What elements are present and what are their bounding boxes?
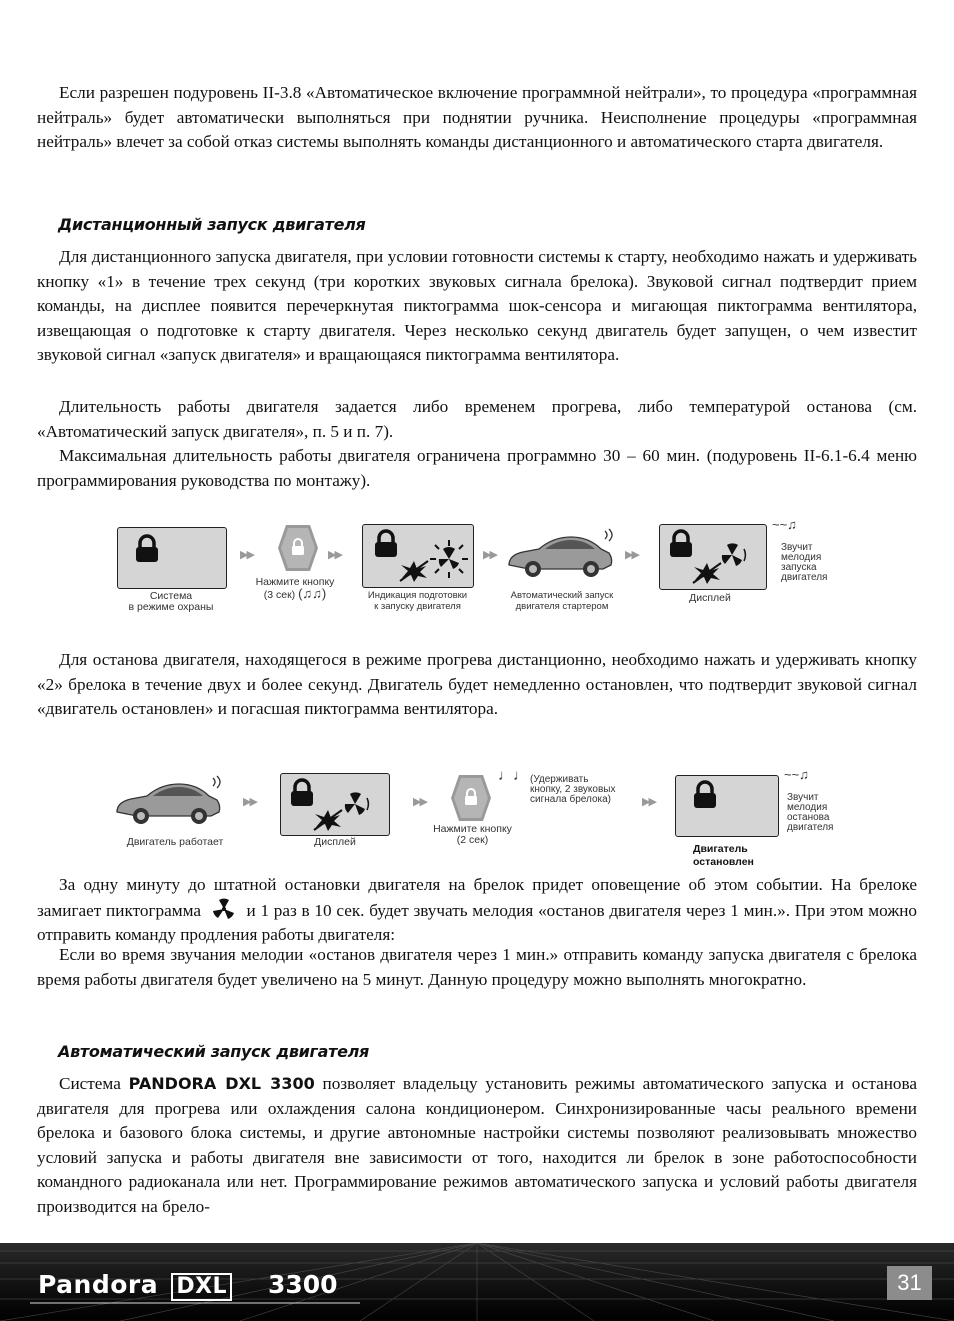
melody-icon: (♫♫) (298, 586, 327, 601)
intro-paragraph: Если разрешен подуровень II-3.8 «Автоматическое включение программной нейтрали», то процедура «программная нейтраль» будет автоматически выполняться при поднятии ручника. Неисполнение процедуры «программная нейтраль» влечет за собой отказ системы выполнять команды дистанционного и автоматического старта двигателя. (37, 83, 917, 151)
fan-icon (210, 898, 238, 920)
melody-icon: ♩♩ (498, 767, 528, 784)
section-heading-auto-start: Автоматический запуск двигателя (58, 1042, 370, 1061)
arrow-icon: ▶▶ (240, 548, 253, 561)
remote-start-paragraph: Для дистанционного запуска двигателя, при условии готовности системы к старту, необходимо нажать и удерживать кнопку «1» в течение трех секунд (три коротких звуковых сигнала брелока). Звуковой сигнал подтвердит прием команды, на дисплее появится перечеркнутая пиктограмма шок-сенсора и мигающая пиктограмма вентилятора, извещающая о подготовке к старту двигателя. Через несколько секунд двигатель будет запущен, о чем известит звуковой сигнал «запуск двигателя» и вращающаяся пиктограмма вентилятора. (37, 247, 917, 364)
key-fob-button-icon (451, 773, 491, 823)
lock-icon (132, 534, 162, 564)
caption-display: Дисплей (689, 592, 731, 604)
caption-armed: Система в режиме охраны (128, 590, 214, 613)
section-heading-remote-start: Дистанционный запуск двигателя (58, 215, 366, 234)
arrow-icon: ▶▶ (328, 548, 341, 561)
caption-press-button: Нажмите кнопку (3 сек) (♫♫) (255, 576, 335, 601)
display-armed (117, 527, 227, 589)
lock-icon (287, 778, 317, 808)
brand-name: PANDORA DXL 3300 (128, 1074, 315, 1093)
fan-blinking-icon (429, 539, 469, 579)
car-starting-icon (505, 525, 617, 585)
one-minute-warning-paragraph: За одну минуту до штатной остановки двигателя на брелок придет оповещение об этом событии. На брелоке замигает пиктограмма и 1 раз в 10 сек. будет звучать мелодия «останов двигателя через 1 мин.». При этом можно отправить команду продления работы двигателя: (37, 875, 917, 944)
display-stopped (675, 775, 779, 837)
note-stop-melody: Звучит мелодия останова двигателя (787, 792, 834, 833)
note-start-melody: Звучит мелодия запуска двигателя (781, 542, 828, 583)
brand-logo-number: 3300 (268, 1270, 338, 1299)
caption-engine-running: Двигатель работает (126, 836, 224, 848)
arrow-icon: ▶▶ (413, 795, 426, 808)
caption-press-button: Нажмите кнопку (2 сек) (433, 823, 512, 846)
caption-engine-stopped: Двигатель остановлен (693, 843, 754, 868)
page-number: 31 (887, 1266, 932, 1300)
brand-logo: Pandora DXL (38, 1270, 232, 1301)
extend-run-paragraph: Если во время звучания мелодии «останов двигателя через 1 мин.» отправить команду запуска двигателя с брелока время работы двигателя будет увеличено на 5 минут. Данную процедуру можно выполнять многократно. (37, 945, 917, 989)
key-fob-button-icon (278, 523, 318, 573)
melody-icon: ~~♫ (772, 517, 797, 532)
stop-engine-paragraph: Для останова двигателя, находящегося в режиме прогрева дистанционно, необходимо нажать и удерживать кнопку «2» брелока в течение двух и более секунд. Двигатель будет немедленно остановлен, что подтвердит звуковой сигнал «двигатель остановлен» и погасшая пиктограмма вентилятора. (37, 650, 917, 718)
arrow-icon: ▶▶ (642, 795, 655, 808)
arrow-icon: ▶▶ (483, 548, 496, 561)
duration-paragraph: Длительность работы двигателя задается либо временем прогрева, либо температурой останова (см. «Автоматический запуск двигателя», п. 5 и п. 7). (37, 397, 917, 441)
fan-rotating-icon (716, 539, 748, 571)
auto-start-paragraph: Система PANDORA DXL 3300 позволяет владельцу установить режимы автоматического запуска и останова двигателя для прогрева или охлаждения салона кондиционером. Синхронизированные часы реального времени брелока и базового блока системы, и другие автономные настройки системы позволяют реализовывать множество условий запуска и работы двигателя вне зависимости от того, находится ли брелок в зоне работоспособности командного радиоканала или нет. Программирование режимов автоматического запуска и условий работы двигателя производится на брело- (37, 1074, 918, 1216)
lock-icon (371, 529, 401, 559)
melody-icon: ~~♫ (784, 767, 809, 782)
fan-rotating-icon (339, 788, 371, 820)
display-running (280, 773, 390, 836)
caption-display: Дисплей (314, 836, 356, 848)
caption-preparing: Индикация подготовки к запуску двигателя (367, 590, 468, 612)
caption-auto-start: Автоматический запуск двигателя стартером (510, 590, 614, 612)
lock-icon (666, 529, 696, 559)
lock-icon (690, 780, 720, 810)
car-running-icon (113, 772, 225, 832)
arrow-icon: ▶▶ (243, 795, 256, 808)
arrow-icon: ▶▶ (625, 548, 638, 561)
note-hold-button: (Удерживать кнопку, 2 звуковых сигнала брелока) (530, 774, 616, 805)
shock-sensor-crossed-icon (397, 559, 431, 583)
max-duration-paragraph: Максимальная длительность работы двигателя ограничена программно 30 – 60 мин. (подуровень II-6.1-6.4 меню программирования руководства по монтажу). (37, 446, 917, 490)
display-running (659, 524, 767, 590)
display-preparing (362, 524, 474, 588)
